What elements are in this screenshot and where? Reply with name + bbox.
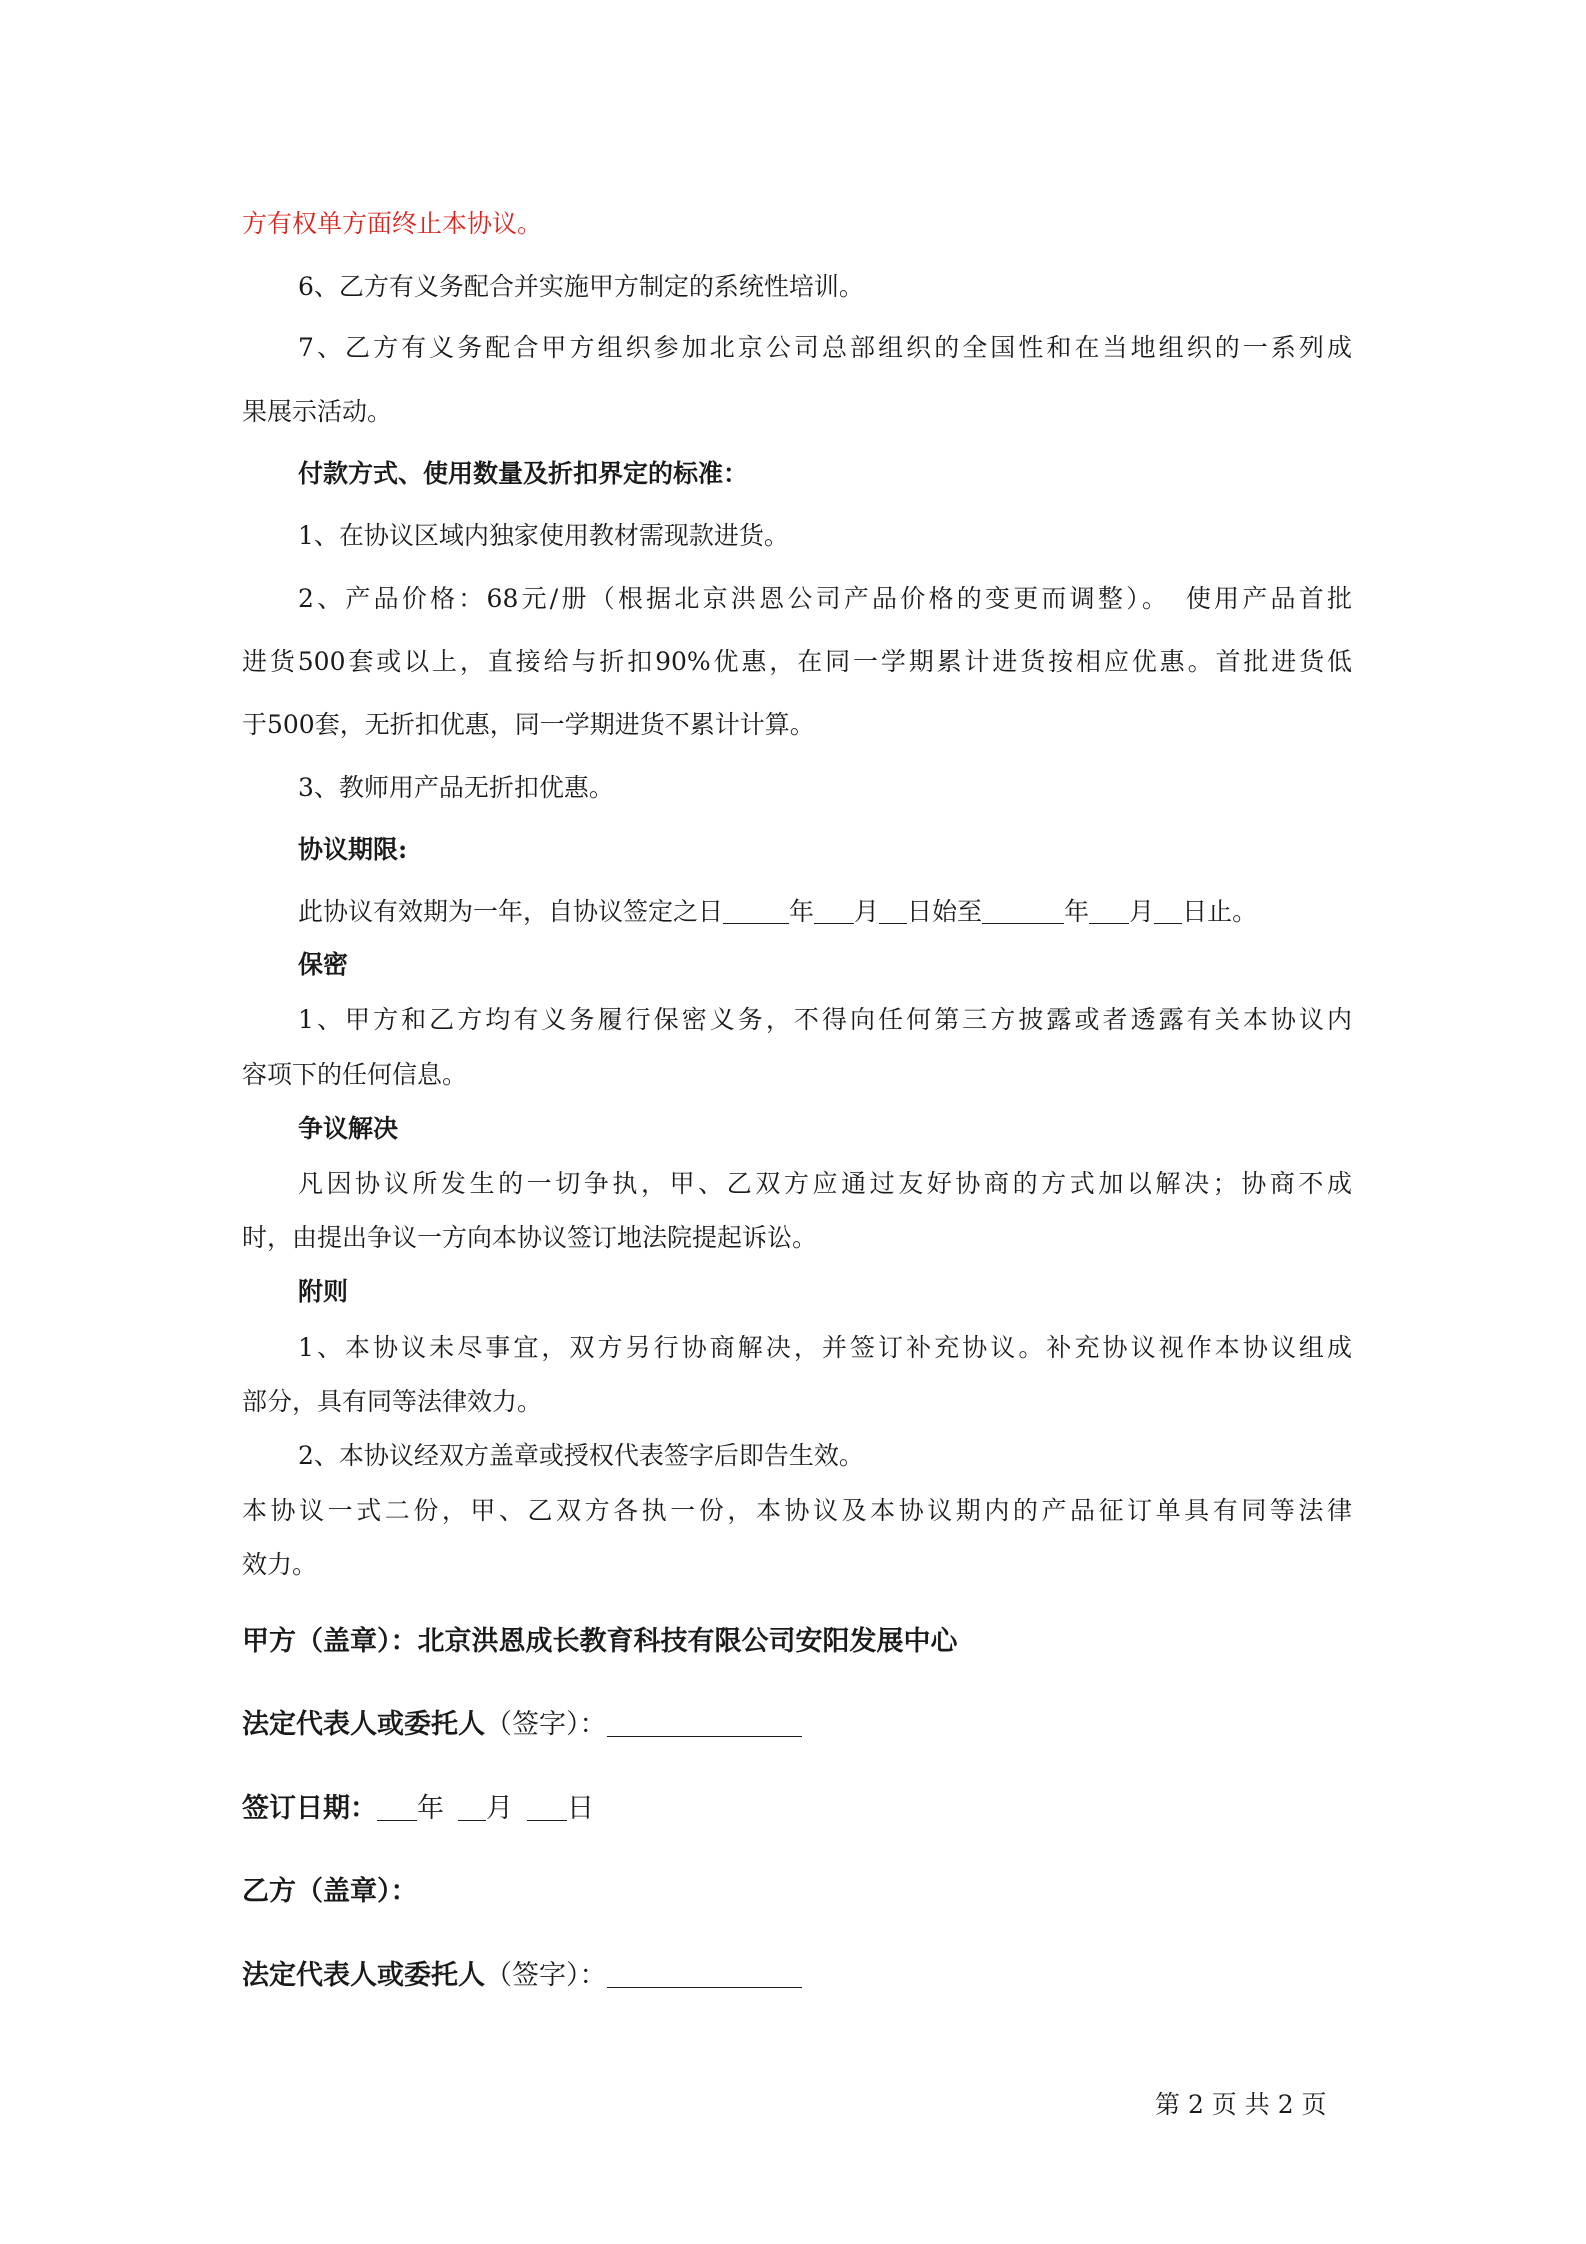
blank-date-month (458, 1794, 486, 1821)
blank-date-day (527, 1794, 567, 1821)
clause-6: 6、乙方有义务配合并实施甲方制定的系统性培训。 (298, 272, 864, 301)
term-day-end-label: 日止。 (1182, 897, 1258, 926)
payment-2-line-3: 于500套，无折扣优惠，同一学期进货不累计计算。 (242, 710, 815, 739)
dispute-line-1: 凡因协议所发生的一切争执，甲、乙双方应通过友好协商的方式加以解决；协商不成 (298, 1169, 1352, 1198)
payment-2-line-1: 2、产品价格：68元/册（根据北京洪恩公司产品价格的变更而调整）。 使用产品首批 (298, 584, 1352, 613)
sign-label: （签字）： (485, 1960, 607, 1991)
clause-7-line-2: 果展示活动。 (242, 397, 393, 426)
text-line: 方有权单方面终止本协议。 (242, 209, 543, 238)
heading-term: 协议期限: (298, 835, 408, 864)
party-a-seal: 甲方（盖章）：北京洪恩成长教育科技有限公司安阳发展中心 (242, 1626, 958, 1657)
clause-7-line-1: 7、乙方有义务配合甲方组织参加北京公司总部组织的全国性和在当地组织的一系列成 (298, 333, 1352, 362)
blank-month-start (814, 897, 854, 924)
term-year-label: 年 (789, 897, 815, 926)
heading-supplementary: 附则 (298, 1277, 349, 1306)
date-month-label: 月 (486, 1793, 513, 1824)
supplementary-2: 2、本协议经双方盖章或授权代表签字后即告生效。 (298, 1441, 864, 1470)
heading-confidentiality: 保密 (298, 950, 349, 979)
term-month-end-label: 月 (1129, 897, 1155, 926)
supplementary-1-line-1: 1、本协议未尽事宜，双方另行协商解决，并签订补充协议。补充协议视作本协议组成 (298, 1333, 1352, 1362)
blank-month-end (1089, 897, 1129, 924)
signature-blank-a (607, 1710, 802, 1737)
supplementary-3-line-2: 效力。 (242, 1550, 318, 1579)
blank-year-start (723, 897, 789, 924)
supplementary-1-line-2: 部分，具有同等法律效力。 (242, 1387, 543, 1416)
payment-3: 3、教师用产品无折扣优惠。 (298, 773, 614, 802)
blank-day-end (1154, 897, 1182, 924)
date-year-label: 年 (417, 1793, 444, 1824)
party-a-representative (242, 1697, 1352, 1753)
blank-day-start (879, 897, 907, 924)
signing-date (242, 1781, 1352, 1837)
supplementary-3-line-1: 本协议一式二份，甲、乙双方各执一份，本协议及本协议期内的产品征订单具有同等法律 (242, 1496, 1352, 1525)
term-month-label: 月 (854, 897, 880, 926)
page-number: 第 2 页 共 2 页 (1155, 2090, 1327, 2119)
blank-year-end (982, 897, 1064, 924)
heading-dispute: 争议解决 (298, 1114, 399, 1143)
confidentiality-line-1: 1、甲方和乙方均有义务履行保密义务，不得向任何第三方披露或者透露有关本协议内 (298, 1005, 1352, 1034)
heading-payment: 付款方式、使用数量及折扣界定的标准： (298, 459, 749, 488)
party-b-seal: 乙方（盖章）： (242, 1876, 418, 1907)
term-day-label: 日始至 (907, 897, 983, 926)
term-year-end-label: 年 (1064, 897, 1090, 926)
blank-date-year (377, 1794, 417, 1821)
date-label: 签订日期： (242, 1793, 377, 1824)
term-text: 此协议有效期为一年，自协议签定之日 (298, 897, 724, 926)
payment-2-line-2: 进货500套或以上，直接给与折扣90%优惠，在同一学期累计进货按相应优惠。首批进货低 (242, 647, 1352, 676)
dispute-line-2: 时，由提出争议一方向本协议签订地法院提起诉讼。 (242, 1223, 818, 1252)
payment-1: 1、在协议区域内独家使用教材需现款进货。 (298, 521, 789, 550)
rep-label: 法定代表人或委托人 (242, 1960, 485, 1991)
date-day-label: 日 (567, 1793, 594, 1824)
signature-blank-b (607, 1961, 802, 1988)
term-line (298, 884, 1408, 940)
rep-label: 法定代表人或委托人 (242, 1709, 485, 1740)
confidentiality-line-2: 容项下的任何信息。 (242, 1060, 468, 1089)
party-b-representative (242, 1948, 1352, 2004)
sign-label: （签字）： (485, 1709, 607, 1740)
